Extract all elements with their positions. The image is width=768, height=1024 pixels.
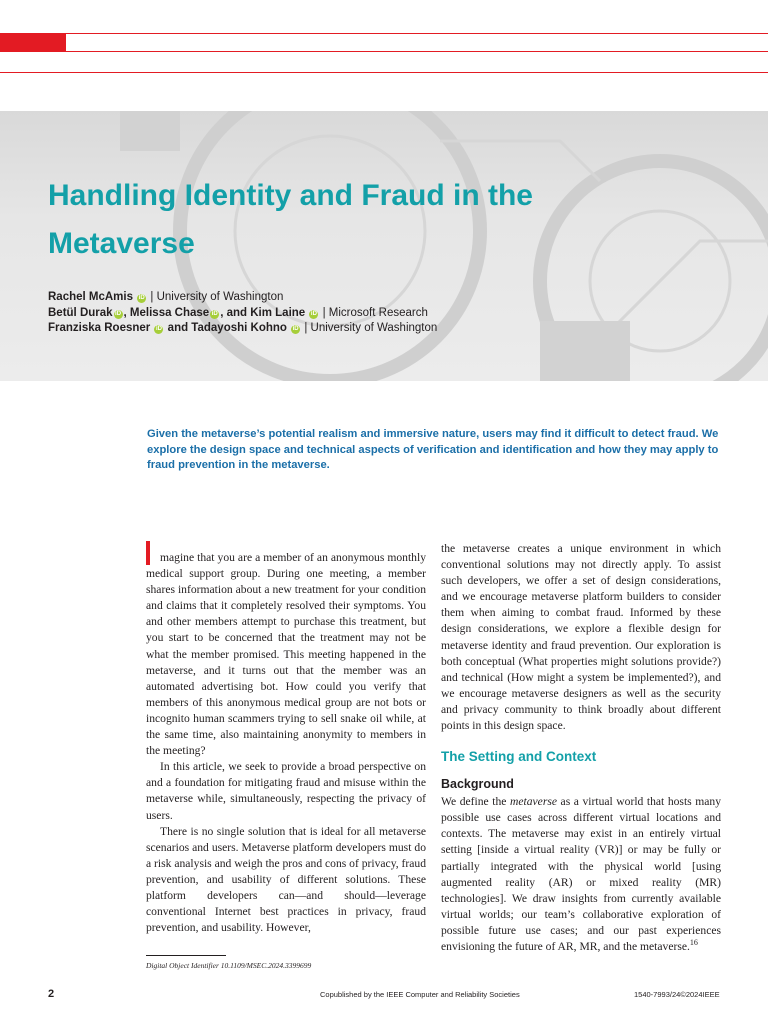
author-name: Rachel McAmis [48, 291, 134, 303]
author-affiliation: | University of Washington [304, 322, 438, 334]
orcid-icon[interactable]: iD [138, 295, 145, 301]
doi-footnote: Digital Object Identifier 10.1109/MSEC.2024.3399699 [146, 961, 312, 970]
article-abstract: Given the metaverse’s potential realism and immersive nature, users may find it difficult to detect fraud. We explore the design space and technical aspects of verification and identification and how they may apply to fraud prevention in the metaverse. [147, 428, 719, 472]
author-affiliation: | Microsoft Research [322, 306, 428, 319]
paragraph-text: as a virtual world that hosts many possible use cases across different virtual locations and contexts. The metaverse may exist in an entirely virtual setting [inside a virtual reality (VR)] or may be fully or partially integrated with the physical world [using augmented reality (AR) or mixed reality (MR) technologies]. We draw insights from currently available virtual worlds; our team’s collaborative exploration of possible future use cases; and our past experiences envisioning the future of AR, MR, and the metaverse. [441, 795, 721, 953]
body-column-right [441, 541, 721, 955]
defined-term: metaverse [509, 795, 557, 809]
orcid-icon[interactable]: iD [115, 310, 122, 317]
paragraph-text: We define the [441, 795, 510, 809]
author-list [48, 290, 608, 337]
header-rule-bottom [0, 72, 768, 73]
orcid-icon[interactable]: iD [310, 310, 317, 317]
page-number: 2 [48, 988, 55, 1000]
orcid-icon[interactable]: iD [211, 310, 218, 317]
author-name: , Melissa Chase [123, 306, 210, 319]
drop-cap-i [146, 541, 150, 565]
orcid-icon[interactable]: iD [292, 326, 299, 332]
author-name: and Tadayoshi Kohno [167, 322, 287, 334]
body-paragraph [146, 541, 426, 759]
body-paragraph [441, 794, 721, 955]
body-paragraph: the metaverse creates a unique environment in which conventional solutions may not directly apply. To assist such developers, we offer a set of design considerations, and we encourage metaverse platform builders to consider them when aiming to combat fraud. Informed by these design considerations, we explore a flexible design for metaverse identity and fraud prevention. Our exploration is both conceptual (What properties might solutions provide?) and technical (How might a system be implemented?), and we encourage metaverse designers as well as the security and privacy community to think broadly about different points in this design space. [441, 542, 721, 733]
header-rule-top [66, 33, 768, 34]
body-column-left [146, 541, 426, 936]
paragraph-text: magine that you are a member of an anonymous monthly medical support group. During one meeting, a member shares information about a new treatment for your condition and claims that it completely resolved their symptoms. You and other members attempt to purchase this treatment, but you start to be concerned that the treatment may not be what the member promised. This meeting happened in the metaverse, and it turns out that the member was an automated advertising bot. How could you verify that members of this anonymous medical group are not bots or incognito human scammers trying to sell snake oil while, at the same time, also maintaining anonymity to members in the meeting? [146, 551, 426, 758]
author-line-1 [48, 290, 608, 306]
author-line-3 [48, 321, 608, 337]
reference-link[interactable]: 16 [689, 938, 698, 948]
author-name: , and Kim Laine [220, 306, 306, 319]
orcid-icon[interactable]: iD [155, 326, 162, 332]
author-name: Franziska Roesner [48, 322, 151, 334]
subsection-heading: Background [441, 777, 514, 792]
article-title: Handling Identity and Fraud in the Metaverse [48, 179, 533, 260]
body-paragraph: In this article, we seek to provide a broad perspective on and a foundation for mitigating fraud and misuse within the metaverse while, simultaneously, respecting the privacy of users. [146, 760, 426, 822]
author-affiliation: | University of Washington [150, 291, 284, 303]
header-red-block [0, 33, 66, 52]
issn-copyright: 1540-7993/24©2024IEEE [634, 990, 720, 999]
author-line-2 [48, 306, 608, 322]
section-heading: The Setting and Context [441, 749, 597, 765]
footnote-rule [146, 955, 226, 956]
body-paragraph: There is no single solution that is ideal for all metaverse scenarios and users. Metaverse platform developers must do a risk analysis and weigh the pros and cons of privacy, fraud prevention, and usability of different solutions. These platform developers can—and should—leverage conventional Internet best practices in privacy, fraud prevention, and usability. However, [146, 824, 426, 935]
copublisher-note: Copublished by the IEEE Computer and Reliability Societies [320, 990, 520, 999]
header-rule-middle [66, 51, 768, 52]
author-name: Betül Durak [48, 306, 113, 319]
